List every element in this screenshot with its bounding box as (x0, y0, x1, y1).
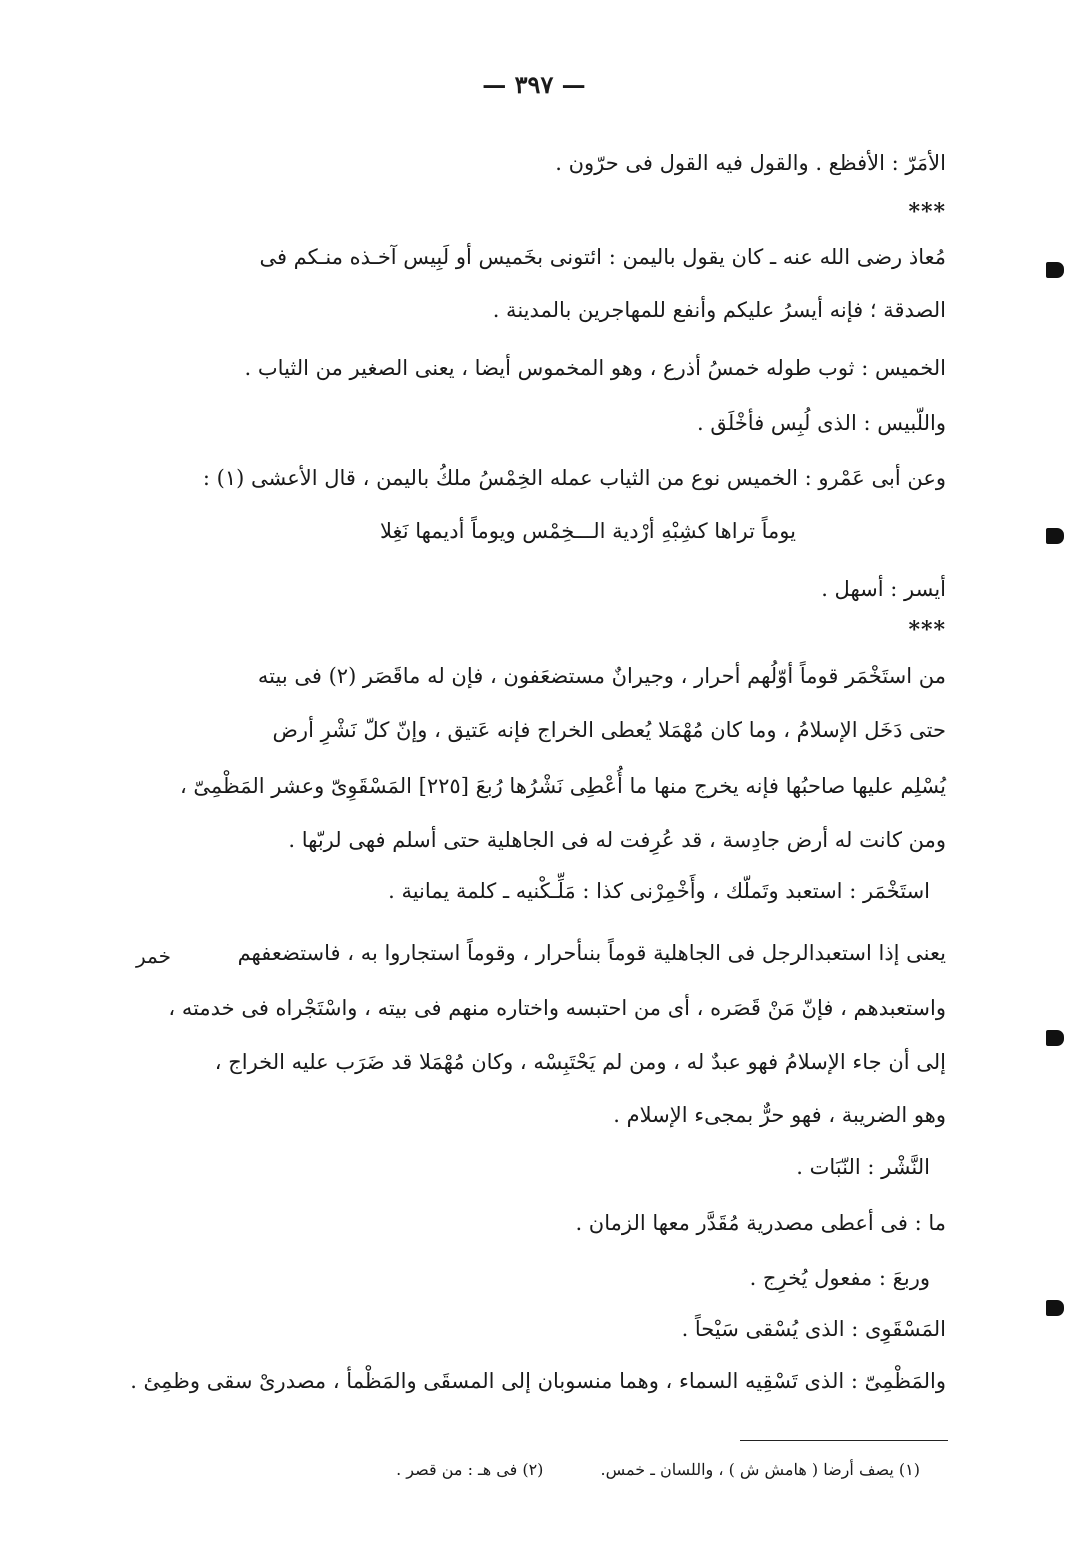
text-line: حتى دَخَل الإسلامُ ، وما كان مُهْمَلا يُعطى الخراج فإنه عَتيق ، وإنّ كلّ نَشْرِ أرض (272, 718, 946, 742)
text-line: استَخْمَر : استعبد وتَملّك ، وأَخْمِرْنى كذا : مَلِّـكْنيه ـ كلمة يمانية . (388, 879, 930, 903)
section-separator: *** (908, 617, 946, 643)
text-line: الأمَرّ : الأفظع . والقول فيه القول فى حرّون . (555, 151, 946, 175)
text-line: الصدقة ؛ فإنه أيسرُ عليكم وأنفع للمهاجرين بالمدينة . (492, 298, 946, 322)
text-line: أيسر : أسهل . (821, 577, 946, 601)
text-line: ما : فى أعطى مصدرية مُقَدَّر معها الزمان . (575, 1211, 946, 1235)
text-line: يعنى إذا استعبدالرجل فى الجاهلية قوماً بنىأحرار ، وقوماً استجاروا به ، فاستضعفهم (237, 941, 946, 965)
text-line: مُعاذ رضى الله عنه ـ كان يقول باليمن : ائتونى بخَميس أو لَبِيس آخـذه منـكم فى (259, 245, 946, 269)
section-separator: *** (908, 199, 946, 225)
text-line: يُسْلِم عليها صاحبُها فإنه يخرج منها ما أُعْطِى نَشْرُها رُبعَ [٢٢٥] المَسْقَوِىّ وعشر المَظْمِىّ ، (179, 774, 946, 798)
text-line: النَّشْر : النّبَات . (796, 1155, 930, 1179)
margin-note: خمر (136, 944, 171, 968)
footnote-1: (١) يصف أرضا ( هامش ش ) ، واللسان ـ خمس. (600, 1460, 920, 1479)
main-text (130, 0, 946, 1563)
text-line: ومن كانت له أرض جادِسة ، قد عُرِفت له فى الجاهلية حتى أسلم فهى لربّها . (288, 828, 946, 852)
page-number: — ٣٩٧ — (482, 70, 586, 99)
text-line: واللّبيس : الذى لُبِس فأخْلَق . (697, 411, 946, 435)
text-line: وربعَ : مفعول يُخرِج . (749, 1266, 930, 1290)
footnotes (220, 1460, 920, 1479)
edge-mark (1046, 262, 1064, 278)
poem-verse: يوماً تراها كشِبْهِ أرْدية الـــخِمْس ويوماً أديمها نَغِلا (380, 519, 796, 543)
text-line: واستعبدهم ، فإنّ مَنْ قَصَره ، أى من احتبسه واختاره منهم فى بيته ، واسْتَجْراه فى خدمته ، (168, 996, 946, 1020)
footnote-rule (740, 1440, 948, 1441)
text-line: المَسْقَوِى : الذى يُسْقى سَيْحاً . (681, 1317, 946, 1341)
footnote-2: (٢) فى هـ : من قصر . (396, 1460, 544, 1479)
text-line: من استَخْمَر قوماً أوّلُهم أحرار ، وجيرانٌ مستضعَفون ، فإن له ماقَصَر (٢) فى بيته (257, 664, 946, 688)
text-line: وهو الضريبة ، فهو حرٌّ بمجىء الإسلام . (613, 1103, 946, 1127)
edge-mark (1046, 528, 1064, 544)
text-line: وعن أبى عَمْرو : الخميس نوع من الثياب عمله الخِمْسُ ملكُ باليمن ، قال الأعشى (١) : (202, 466, 946, 490)
edge-mark (1046, 1300, 1064, 1316)
text-line: إلى أن جاء الإسلامُ فهو عبدٌ له ، ومن لم يَحْتَبِسْه ، وكان مُهْمَلا قد ضَرَب عليه الخراج ، (214, 1050, 946, 1074)
edge-mark (1046, 1030, 1064, 1046)
text-line: والمَظْمِىّ : الذى تَسْقِيه السماء ، وهما منسوبان إلى المسقَى والمَظْمأ ، مصدرىْ سقى وظمِئ . (130, 1369, 946, 1393)
text-line: الخميس : ثوب طوله خمسُ أذرع ، وهو المخموس أيضا ، يعنى الصغير من الثياب . (244, 356, 946, 380)
